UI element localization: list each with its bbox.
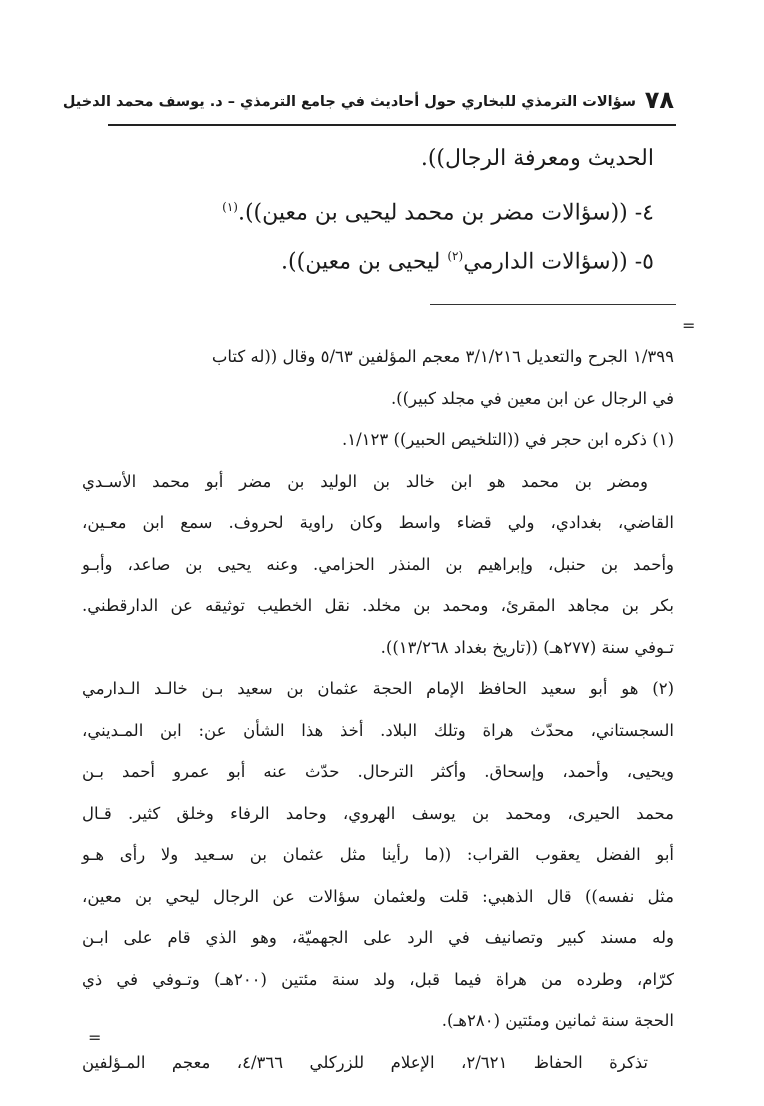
footnote-2-line: أبو الفضل يعقوب القراب: ((ما رأينا مثل عثمان بن سـعيد ولا رأى هـو bbox=[82, 845, 674, 864]
footnotes bbox=[82, 336, 674, 1083]
footnote-1-line: بكر بن مجاهد المقرئ، ومحمد بن مخلد. نقل الخطيب توثيقه عن الدارقطني. bbox=[82, 596, 674, 615]
footnote-2-line: السجستاني، محدّث هراة وتلك البلاد. أخذ هذا الشأن عن: ابن المـديني، bbox=[82, 720, 674, 740]
footnote-1-line: ومضر بن محمد هو ابن خالد بن الوليد بن مضر أبو محمد الأسـدي bbox=[82, 471, 648, 491]
running-title: سؤالات الترمذي للبخاري حول أحاديث في جامع الترمذي – د. يوسف محمد الدخيل bbox=[62, 94, 636, 110]
text-line-3 bbox=[114, 232, 654, 281]
text-line-1: الحديث ومعرفة الرجال)). bbox=[420, 146, 654, 171]
footnote-1-line: وأحمد بن حنبل، وإبراهيم بن المنذر الحزامي. وعنه يحيى بن صاعد، وأبـو bbox=[82, 554, 674, 574]
footnote-separator bbox=[430, 304, 676, 305]
page-header bbox=[62, 86, 676, 126]
footnote-1-line: (١) ذكره ابن حجر في ((التلخيص الحبير)) ١/١٢٣. bbox=[342, 430, 674, 449]
margin-mark-top: = bbox=[682, 316, 696, 335]
footnote-2-line: محمد الحيرى، ومحمد بن يوسف الهروي، وحامد الرفاء وخلق كثير. قـال bbox=[82, 803, 674, 823]
footnote-1-line: تـوفي سنة (٢٧٧هـ) ((تاريخ بغداد ١٣/٢٦٨)). bbox=[380, 637, 674, 657]
footnote-2-line: ويحيى، وأحمد، وإسحاق. وأكثر الترحال. حدّث عنه أبو عمرو أحمد بـن bbox=[82, 762, 674, 781]
footnote-ref-1[interactable]: (١) bbox=[222, 200, 238, 214]
footnote-2-line: (٢) هو أبو سعيد الحافظ الإمام الحجة عثمان بن سعيد بـن خالـد الـدارمي bbox=[82, 679, 674, 698]
footnote-2-line: كرّام، وطرده من هراة فيما قبل، ولد سنة مئتين (٢٠٠هـ) وتـوفي في ذي bbox=[82, 969, 674, 989]
item-5-part-a: ٥- ((سؤالات الدارمي bbox=[463, 249, 654, 275]
text-line-2 bbox=[114, 183, 654, 232]
footnote-1-line: القاضي، بغدادي، ولي قضاء واسط وكان راوية لحروف. سمع ابن معـين، bbox=[82, 513, 674, 532]
footnote-2-line: وله مسند كبير وتصانيف في الرد على الجهميّة، وهو الذي قام على ابـن bbox=[82, 928, 674, 947]
footnote-2-line: مثل نفسه)) قال الذهبي: قلت ولعثمان سؤالات عن الرجال ليحي بن معين، bbox=[82, 886, 674, 906]
item-4: ٤- ((سؤالات مضر بن محمد ليحيى بن معين)). bbox=[237, 200, 654, 226]
main-text bbox=[114, 134, 654, 281]
margin-mark-bottom: = bbox=[88, 1028, 102, 1047]
footnote-2-line: الحجة سنة ثمانين ومئتين (٢٨٠هـ). bbox=[441, 1011, 674, 1030]
item-5-part-b: ليحيى بن معين)). bbox=[281, 249, 448, 275]
footnote-line: ١/٣٩٩ الجرح والتعديل ٣/١/٢١٦ معجم المؤلفين ٥/٦٣ وقال ((له كتاب bbox=[211, 347, 674, 366]
footnote-line: في الرجال عن ابن معين في مجلد كبير)). bbox=[390, 388, 674, 408]
page-number: ٧٨ bbox=[644, 86, 674, 114]
footnote-ref-2[interactable]: (٢) bbox=[447, 249, 464, 263]
footnote-2-line: تذكرة الحفاظ ٢/٦٢١، الإعلام للزركلي ٤/٣٦٦، معجم المـؤلفين bbox=[82, 1052, 649, 1072]
